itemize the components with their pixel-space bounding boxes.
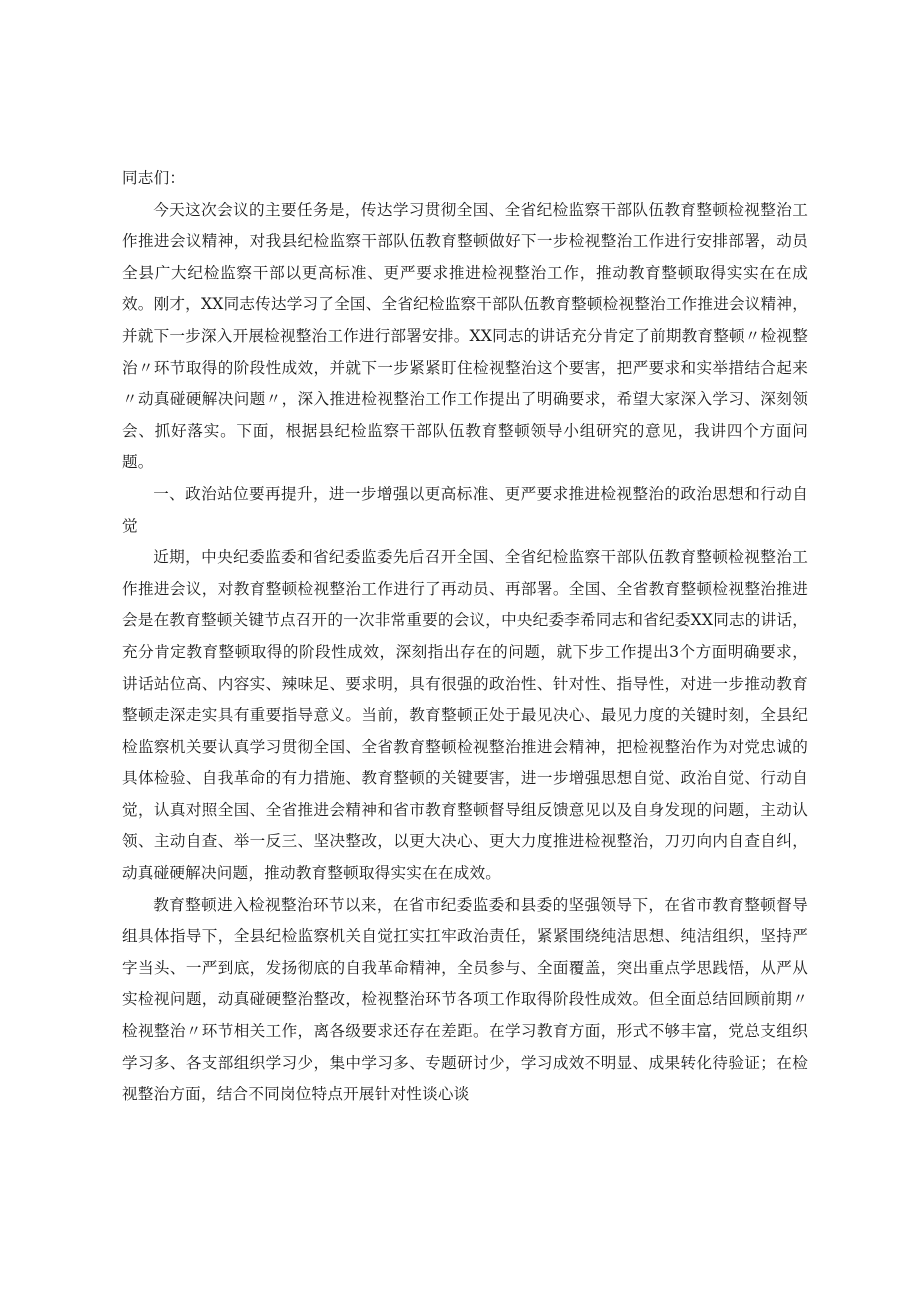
body-paragraph: 教育整顿进入检视整治环节以来，在省市纪委监委和县委的坚强领导下，在省市教育整顿督导组具体指导下，全县纪检监察机关自觉扛实扛牢政治责任，紧紧围绕纯洁思想、纯洁组织，坚持严字当头、一严到底，发扬彻底的自我革命精神，全员参与、全面覆盖，突出重点学思践悟，从严从实检视问题，动真碰硬整治整改，检视整治环节各项工作取得阶段性成效。但全面总结回顾前期〃检视整治〃环节相关工作，离各级要求还存在差距。在学习教育方面，形式不够丰富，党总支组织学习多、各支部组织学习少，集中学习多、专题研讨少，学习成效不明显、成果转化待验证；在检视整治方面，结合不同岗位特点开展针对性谈心谈: [122, 895, 808, 1104]
document-page: [122, 163, 808, 1111]
salutation: 同志们：: [122, 169, 186, 187]
section-heading: 一、政治站位要再提升，进一步增强以更高标准、更严要求推进检视整治的政治思想和行动自觉: [122, 484, 808, 535]
body-paragraph: 近期，中央纪委监委和省纪委监委先后召开全国、全省纪检监察干部队伍教育整顿检视整治工作推进会议，对教育整顿检视整治工作进行了再动员、再部署。全国、全省教育整顿检视整治推进会是在教育整顿关键节点召开的一次非常重要的会议，中央纪委李希同志和省纪委XX同志的讲话，充分肯定教育整顿取得的阶段性成效，深刻指出存在的问题，就下步工作提出3个方面明确要求，讲话站位高、内容实、辣味足、要求明，具有很强的政治性、针对性、指导性，对进一步推动教育整顿走深走实具有重要指导意义。当前，教育整顿正处于最见决心、最见力度的关键时刻，全县纪检监察机关要认真学习贯彻全国、全省教育整顿检视整治推进会精神，把检视整治作为对党忠诚的具体检验、自我革命的有力措施、教育整顿的关键要害，进一步增强思想自觉、政治自觉、行动自觉，认真对照全国、全省推进会精神和省市教育整顿督导组反馈意见以及自身发现的问题，主动认领、主动自查、举一反三、坚决整改，以更大决心、更大力度推进检视整治，刀刃向内自查自纠，动真碰硬解决问题，推动教育整顿取得实实在在成效。: [122, 548, 808, 883]
body-paragraph: 今天这次会议的主要任务是，传达学习贯彻全国、全省纪检监察干部队伍教育整顿检视整治工作推进会议精神，对我县纪检监察干部队伍教育整顿做好下一步检视整治工作进行安排部署，动员全县广大纪检监察干部以更高标准、更严要求推进检视整治工作，推动教育整顿取得实实在在成效。刚才，XX同志传达学习了全国、全省纪检监察干部队伍教育整顿检视整治工作推进会议精神，并就下一步深入开展检视整治工作进行部署安排。XX同志的讲话充分肯定了前期教育整顿〃检视整治〃环节取得的阶段性成效，并就下一步紧紧盯住检视整治这个要害，把严要求和实举措结合起来〃动真碰硬解决问题〃，深入推进检视整治工作工作提出了明确要求，希望大家深入学习、深刻领会、抓好落实。下面，根据县纪检监察干部队伍教育整顿领导小组研究的意见，我讲四个方面问题。: [122, 200, 808, 472]
